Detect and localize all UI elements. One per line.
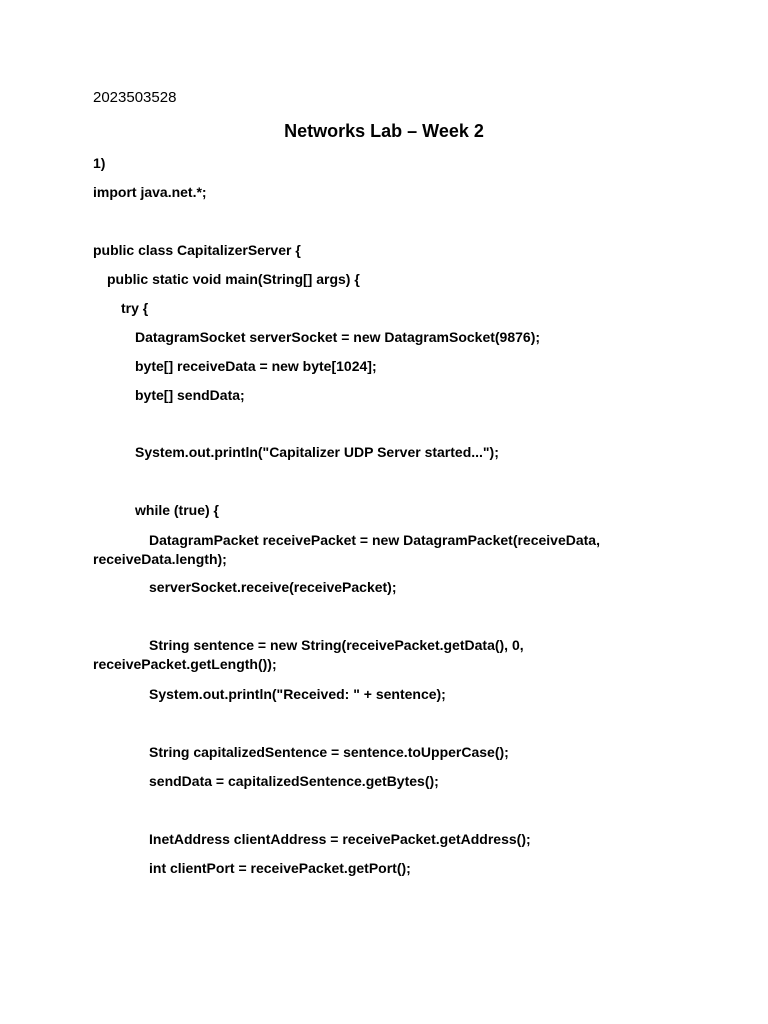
code-line: DatagramPacket receivePacket = new DatagramPacket(receiveData,	[149, 532, 600, 548]
code-line: InetAddress clientAddress = receivePacket.getAddress();	[149, 831, 531, 847]
code-line: System.out.println("Received: " + sentence);	[149, 686, 446, 702]
code-line: String sentence = new String(receivePacket.getData(), 0,	[149, 637, 524, 653]
code-line: public static void main(String[] args) {	[107, 271, 360, 287]
code-line: receiveData.length);	[93, 551, 227, 567]
code-line: byte[] receiveData = new byte[1024];	[135, 358, 377, 374]
question-number: 1)	[93, 155, 106, 171]
code-line: byte[] sendData;	[135, 387, 245, 403]
student-id: 2023503528	[93, 89, 177, 106]
code-line: DatagramSocket serverSocket = new DatagramSocket(9876);	[135, 329, 541, 345]
code-line: while (true) {	[135, 502, 220, 518]
code-line: receivePacket.getLength());	[93, 656, 277, 672]
code-line: serverSocket.receive(receivePacket);	[149, 579, 397, 595]
code-line: String capitalizedSentence = sentence.toUpperCase();	[149, 744, 509, 760]
page-title: Networks Lab – Week 2	[284, 121, 484, 141]
code-line: System.out.println("Capitalizer UDP Server started...");	[135, 444, 499, 460]
code-line: public class CapitalizerServer {	[93, 242, 301, 258]
code-line: sendData = capitalizedSentence.getBytes();	[149, 773, 439, 789]
code-line: int clientPort = receivePacket.getPort();	[149, 860, 411, 876]
code-line: import java.net.*;	[93, 184, 207, 200]
code-line: try {	[121, 300, 149, 316]
